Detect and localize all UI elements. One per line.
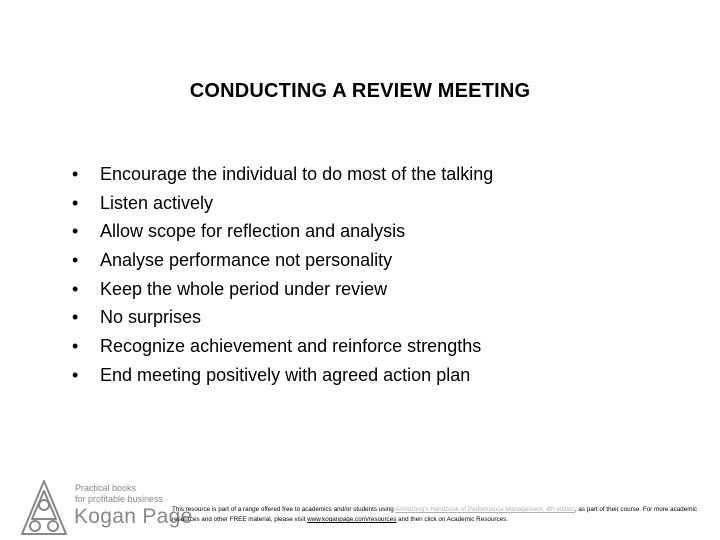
bullet-item <box>72 160 493 189</box>
bullet-item <box>72 332 493 361</box>
kogan-page-triangle-logo-icon <box>20 478 70 538</box>
bullet-item <box>72 246 493 275</box>
footer-text-part: , as part of their course. For more academic resources and other FREE material, please visit <box>172 506 698 523</box>
bullet-text: Recognize achievement and reinforce strengths <box>100 336 482 357</box>
bullet-text: Allow scope for reflection and analysis <box>100 221 406 242</box>
bullet-icon: • <box>72 164 79 184</box>
bullet-icon: • <box>72 192 79 213</box>
bullet-icon: • <box>72 307 79 328</box>
bullet-item <box>72 275 493 304</box>
resources-link[interactable]: www.koganpage.com/resources <box>307 516 397 523</box>
footer-text-part: This resource is part of a range offered free to academics and/or students using <box>172 506 396 513</box>
bullet-icon: • <box>72 336 79 357</box>
bullet-item <box>72 303 493 332</box>
book-link[interactable]: Armstrong's Handbook of Performance Management, 4th edition <box>395 506 575 513</box>
bullet-icon: • <box>72 221 79 242</box>
logo-tagline-line: for profitable business <box>75 494 164 504</box>
logo-tagline <box>75 483 170 505</box>
bullet-text: End meeting positively with agreed action plan <box>100 364 471 385</box>
bullet-item <box>72 217 493 246</box>
bullet-icon: • <box>72 250 79 271</box>
bullet-text: Analyse performance not personality <box>100 250 393 271</box>
bullet-icon: • <box>72 278 79 299</box>
bullet-text: No surprises <box>100 307 202 328</box>
bullet-icon: • <box>72 364 79 385</box>
bullet-item <box>72 189 493 218</box>
footer-note <box>172 505 702 525</box>
bullet-text: Keep the whole period under review <box>100 278 388 299</box>
logo-tagline-line: Practical books <box>75 483 137 493</box>
bullet-text: Encourage the individual to do most of the talking <box>100 164 494 184</box>
bullet-list <box>72 160 493 390</box>
bullet-item <box>72 361 493 390</box>
footer-text-part: and then click on Academic Resources. <box>396 516 509 523</box>
bullet-text: Listen actively <box>100 192 214 213</box>
kogan-page-logo <box>20 478 193 540</box>
slide-title: CONDUCTING A REVIEW MEETING <box>189 80 531 102</box>
logo-name: Kogan Page <box>74 505 193 528</box>
